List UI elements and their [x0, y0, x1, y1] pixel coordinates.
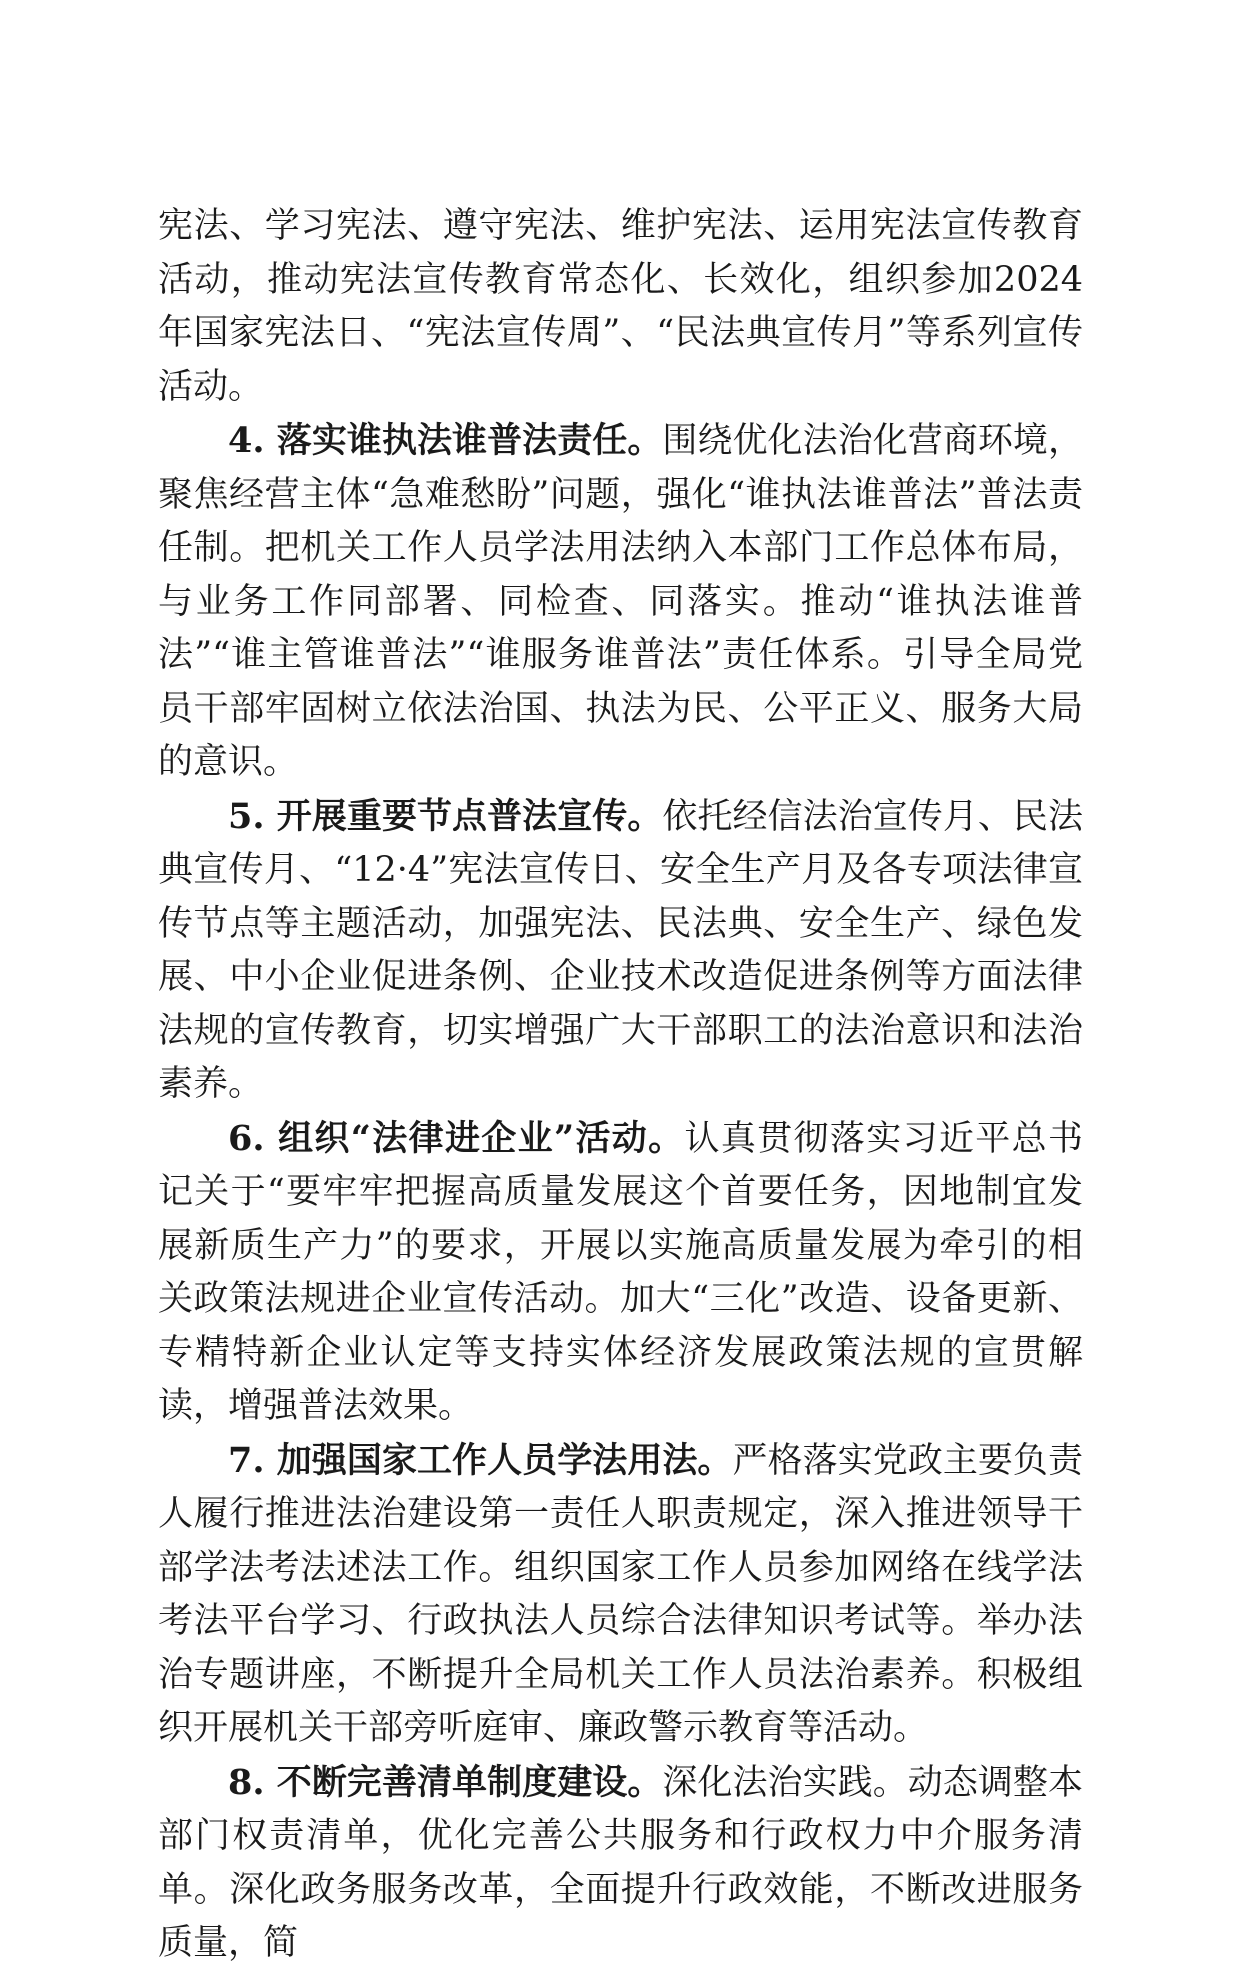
paragraph-item-5 — [158, 790, 1083, 1112]
paragraph-body: 依托经信法治宣传月、民法典宣传月、“12·4”宪法宣传日、安全生产月及各专项法律宣传节点等主题活动，加强宪法、民法典、安全生产、绿色发展、中小企业促进条例、企业技术改造促进条例等方面法律法规的宣传教育，切实增强广大干部职工的法治意识和法治素养。 — [158, 796, 1083, 1104]
paragraph-item-8 — [158, 1756, 1083, 1971]
paragraph-body: 认真贯彻落实习近平总书记关于“要牢牢把握高质量发展这个首要任务，因地制宜发展新质生产力”的要求，开展以实施高质量发展为牵引的相关政策法规进企业宣传活动。加大“三化”改造、设备更新、专精特新企业认定等支持实体经济发展政策法规的宣贯解读，增强普法效果。 — [158, 1118, 1083, 1426]
paragraph-heading: 4. 落实谁执法谁普法责任。 — [228, 420, 663, 461]
paragraph-heading: 6. 组织“法律进企业”活动。 — [228, 1117, 685, 1159]
document-page — [158, 200, 1083, 1971]
paragraph-body: 深化法治实践。动态调整本部门权责清单，优化完善公共服务和行政权力中介服务清单。深化政务服务改革，全面提升行政效能，不断改进服务质量，简 — [158, 1762, 1083, 1963]
paragraph-item-7 — [158, 1434, 1083, 1756]
paragraph-body: 围绕优化法治化营商环境，聚焦经营主体“急难愁盼”问题，强化“谁执法谁普法”普法责任制。把机关工作人员学法用法纳入本部门工作总体布局，与业务工作同部署、同检查、同落实。推动“谁执法谁普法”“谁主管谁普法”“谁服务谁普法”责任体系。引导全局党员干部牢固树立依法治国、执法为民、公平正义、服务大局的意识。 — [158, 421, 1083, 782]
paragraph-heading: 7. 加强国家工作人员学法用法。 — [228, 1439, 733, 1481]
paragraph-heading: 8. 不断完善清单制度建设。 — [228, 1761, 663, 1803]
paragraph-body: 宪法、学习宪法、遵守宪法、维护宪法、运用宪法宣传教育活动，推动宪法宣传教育常态化、长效化，组织参加2024年国家宪法日、“宪法宣传周”、“民法典宣传月”等系列宣传活动。 — [158, 206, 1083, 407]
paragraph-body: 严格落实党政主要负责人履行推进法治建设第一责任人职责规定，深入推进领导干部学法考法述法工作。组织国家工作人员参加网络在线学法考法平台学习、行政执法人员综合法律知识考试等。举办法治专题讲座，不断提升全局机关工作人员法治素养。积极组织开展机关干部旁听庭审、廉政警示教育等活动。 — [158, 1440, 1083, 1748]
paragraph-item-6 — [158, 1112, 1083, 1434]
paragraph-continuation — [158, 200, 1083, 414]
paragraph-heading: 5. 开展重要节点普法宣传。 — [228, 795, 663, 837]
paragraph-item-4 — [158, 414, 1083, 790]
